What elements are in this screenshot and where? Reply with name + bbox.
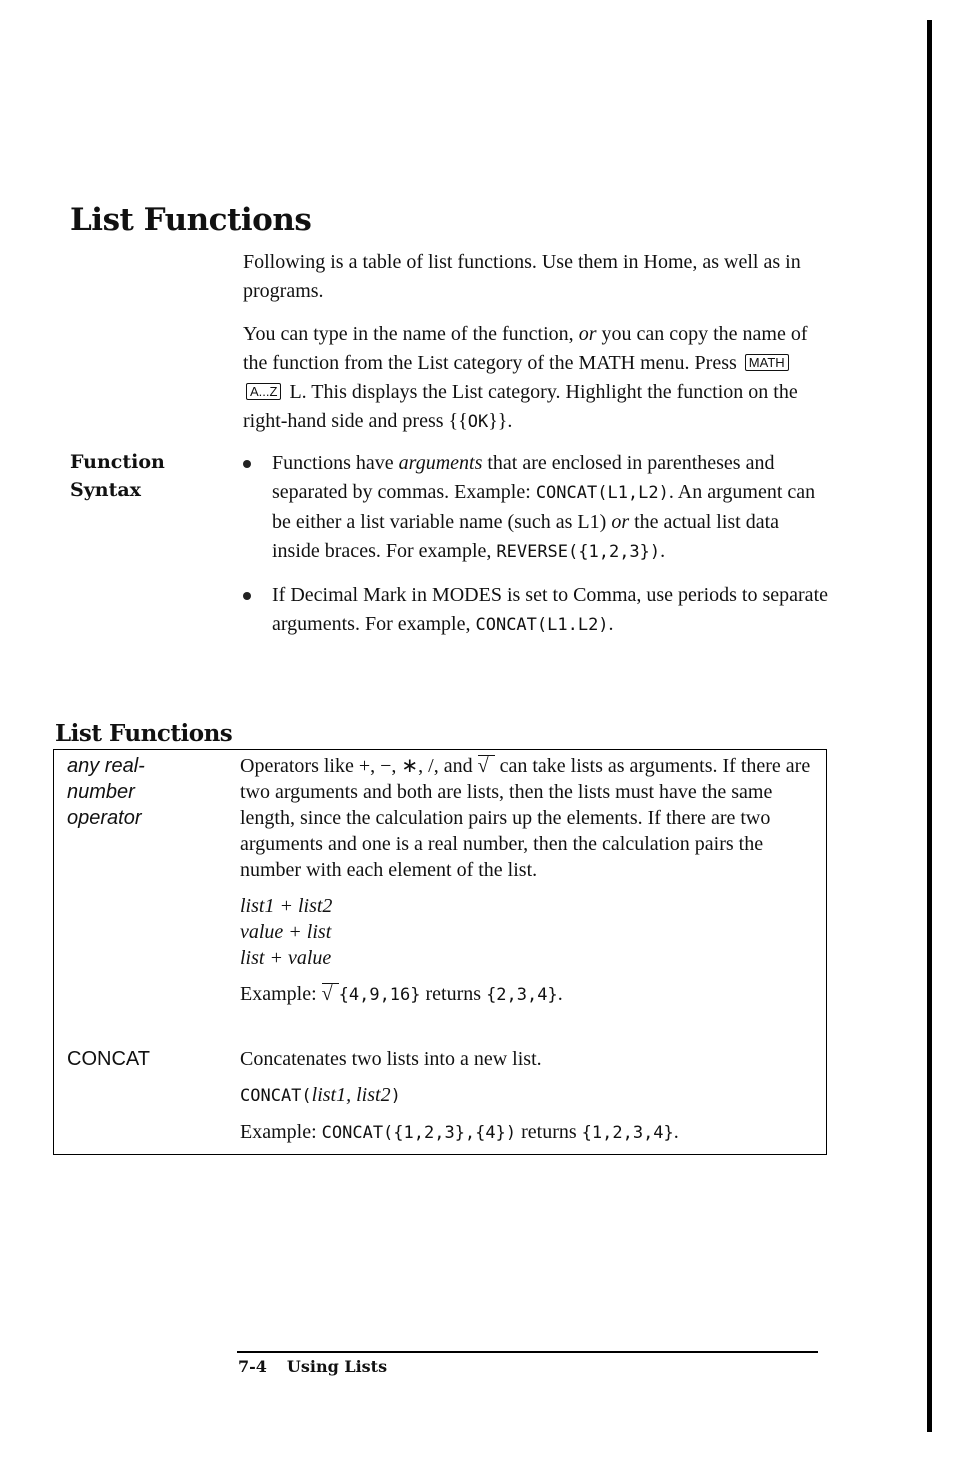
- intro-paragraph-2: [243, 320, 833, 437]
- syntax-line: [240, 1082, 820, 1109]
- intro-emphasis: or: [578, 323, 597, 345]
- description-text: can take lists as arguments. If there are two arguments and both are lists, then the lists must have the same length, since the calculation pairs up the elements. If there are two arguments and one is a real number, then the calculation pairs the number with each element of the list.: [240, 755, 811, 881]
- list-functions-table: [53, 749, 827, 1155]
- intro-paragraph-1: Following is a table of list functions. Use them in Home, as well as in programs.: [243, 251, 801, 302]
- syntax-lines: [240, 893, 820, 971]
- bullet-text: If Decimal Mark in MODES is set to Comma, use periods to separate arguments. For example,: [272, 584, 828, 635]
- bullet-text: .: [660, 540, 666, 562]
- sqrt-symbol: √: [322, 983, 339, 1004]
- bullet-item: [243, 449, 828, 567]
- example-text: .: [557, 983, 563, 1005]
- description-paragraph: Concatenates two lists into a new list.: [240, 1048, 542, 1070]
- page-title: List Functions: [70, 202, 312, 238]
- bullet-text: Functions have: [272, 452, 399, 474]
- sqrt-symbol: √: [478, 755, 495, 776]
- description-paragraph: [240, 753, 820, 883]
- math-key: MATH: [745, 354, 789, 371]
- syntax-line: list + value: [240, 947, 332, 969]
- code-snippet: REVERSE({1,2,3}): [496, 542, 661, 562]
- code-snippet: {1,2,3,4}: [581, 1123, 674, 1143]
- table-heading: List Functions: [55, 720, 233, 747]
- page-number: 7-4: [238, 1357, 267, 1376]
- ok-softkey: OK: [467, 412, 489, 432]
- code-snippet: CONCAT({1,2,3},{4}): [321, 1123, 517, 1143]
- function-syntax-heading: [70, 448, 165, 504]
- example-label: Example:: [240, 983, 322, 1005]
- page-footer: [238, 1357, 407, 1376]
- code-snippet: ): [390, 1086, 401, 1106]
- heading-line: Syntax: [70, 479, 141, 501]
- table-term: CONCAT: [67, 1048, 150, 1070]
- example-text: .: [673, 1121, 679, 1143]
- term-line: any real-: [67, 755, 145, 777]
- syntax-line: value + list: [240, 921, 332, 943]
- alpha-key: A...Z: [246, 383, 281, 400]
- table-term: [67, 753, 145, 831]
- bullet-icon: [243, 460, 251, 468]
- example-label: Example:: [240, 1121, 322, 1143]
- bullet-text: .: [608, 613, 614, 635]
- right-margin-rule: [927, 20, 932, 1432]
- intro-text: }}.: [488, 410, 513, 432]
- intro-text: L. This displays the List category. Highlight the function on the right-hand side and press {{: [243, 381, 798, 432]
- syntax-bullet-list: [243, 449, 828, 654]
- code-snippet: CONCAT(L1,L2): [535, 483, 669, 503]
- bullet-text: that are enclosed in parentheses and separated by commas. Example:: [272, 452, 775, 503]
- bullet-text: the actual list data inside braces. For example,: [272, 511, 780, 562]
- term-line: operator: [67, 807, 142, 829]
- example-text: returns: [516, 1121, 582, 1143]
- bullet-icon: [243, 592, 251, 600]
- bullet-text: . An argument can be either a list variable name (such as L1): [272, 481, 816, 533]
- syntax-args: list1, list2: [311, 1084, 391, 1106]
- code-snippet: CONCAT(L1.L2): [475, 615, 609, 635]
- intro-text: you can copy the name of the function from the List category of the MATH menu. Press: [243, 323, 808, 374]
- example-text: returns: [420, 983, 487, 1005]
- code-snippet: {4,9,16}: [338, 985, 421, 1005]
- footer-rule: [237, 1351, 818, 1353]
- table-description: [240, 1046, 820, 1146]
- bullet-emphasis: arguments: [398, 452, 483, 474]
- intro-text: You can type in the name of the function,: [243, 323, 579, 345]
- description-text: Operators like +, −, ∗, /, and: [240, 755, 478, 777]
- example-line: [240, 981, 820, 1008]
- code-snippet: CONCAT(: [240, 1086, 312, 1106]
- bullet-emphasis: or: [611, 511, 630, 533]
- chapter-title: Using Lists: [286, 1357, 388, 1376]
- example-line: [240, 1119, 820, 1146]
- bullet-item: [243, 581, 828, 640]
- syntax-line: list1 + list2: [240, 895, 333, 917]
- table-description: [240, 753, 820, 1008]
- heading-line: Function: [70, 451, 165, 473]
- term-line: number: [67, 781, 135, 803]
- code-snippet: {2,3,4}: [486, 985, 558, 1005]
